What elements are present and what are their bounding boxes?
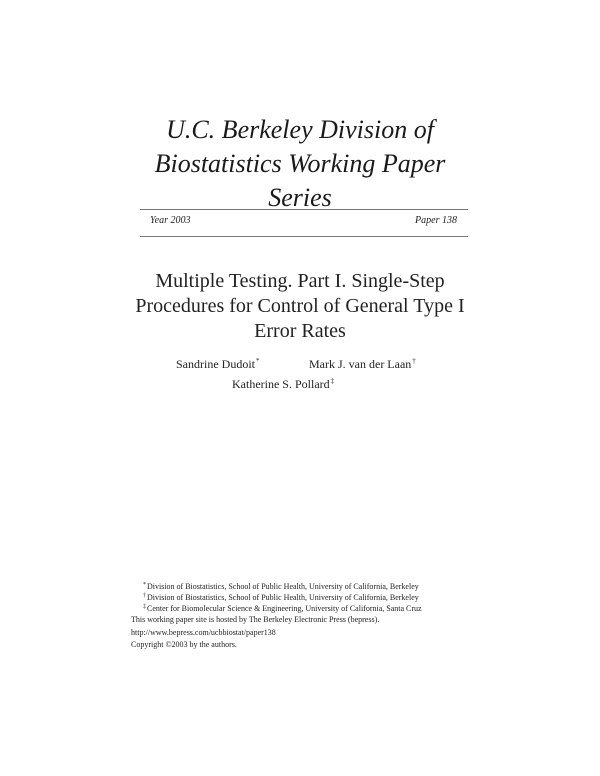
author-katherine-pollard [232, 377, 334, 392]
paper-number: Paper 138 [415, 215, 457, 226]
hosting-note: This working paper site is hosted by The Berkeley Electronic Press (bepress). [131, 615, 380, 624]
paper-title-line-3: Error Rates [254, 320, 346, 342]
author-name: Mark J. van der Laan [309, 357, 412, 371]
author-name: Sandrine Dudoit [176, 357, 255, 371]
footnote-text: Division of Biostatistics, School of Public Health, University of California, Berkeley [147, 582, 419, 591]
series-title-line-2: Biostatistics Working Paper [154, 149, 446, 178]
paper-title-line-2: Procedures for Control of General Type I [135, 295, 465, 317]
paper-url-link[interactable]: http://www.bepress.com/ucbbiostat/paper138 [131, 628, 276, 637]
author-footnote-mark: † [412, 357, 416, 365]
author-mark-van-der-laan [309, 357, 416, 372]
series-title [100, 113, 500, 215]
copyright-notice: Copyright ©2003 by the authors. [131, 640, 237, 649]
author-sandrine-dudoit [176, 357, 260, 372]
footnote-mark: † [143, 593, 146, 599]
series-title-line-3: Series [268, 183, 332, 212]
author-footnote-mark: ‡ [330, 377, 335, 385]
footnote-affiliation-3 [143, 602, 422, 614]
paper-title-line-1: Multiple Testing. Part I. Single-Step [155, 270, 445, 292]
author-name: Katherine S. Pollard [232, 377, 330, 391]
footnote-text: Center for Biomolecular Science & Engineering, University of California, Santa Cruz [147, 604, 422, 613]
bottom-divider [140, 236, 468, 237]
paper-title [100, 269, 500, 344]
author-footnote-mark: * [256, 357, 260, 365]
top-divider [140, 209, 468, 210]
series-title-line-1: U.C. Berkeley Division of [166, 115, 434, 144]
footnote-text: Division of Biostatistics, School of Public Health, University of California, Berkeley [147, 593, 419, 602]
footnote-mark: ‡ [143, 604, 146, 610]
footnote-mark: * [143, 582, 146, 588]
publication-year: Year 2003 [150, 215, 191, 226]
